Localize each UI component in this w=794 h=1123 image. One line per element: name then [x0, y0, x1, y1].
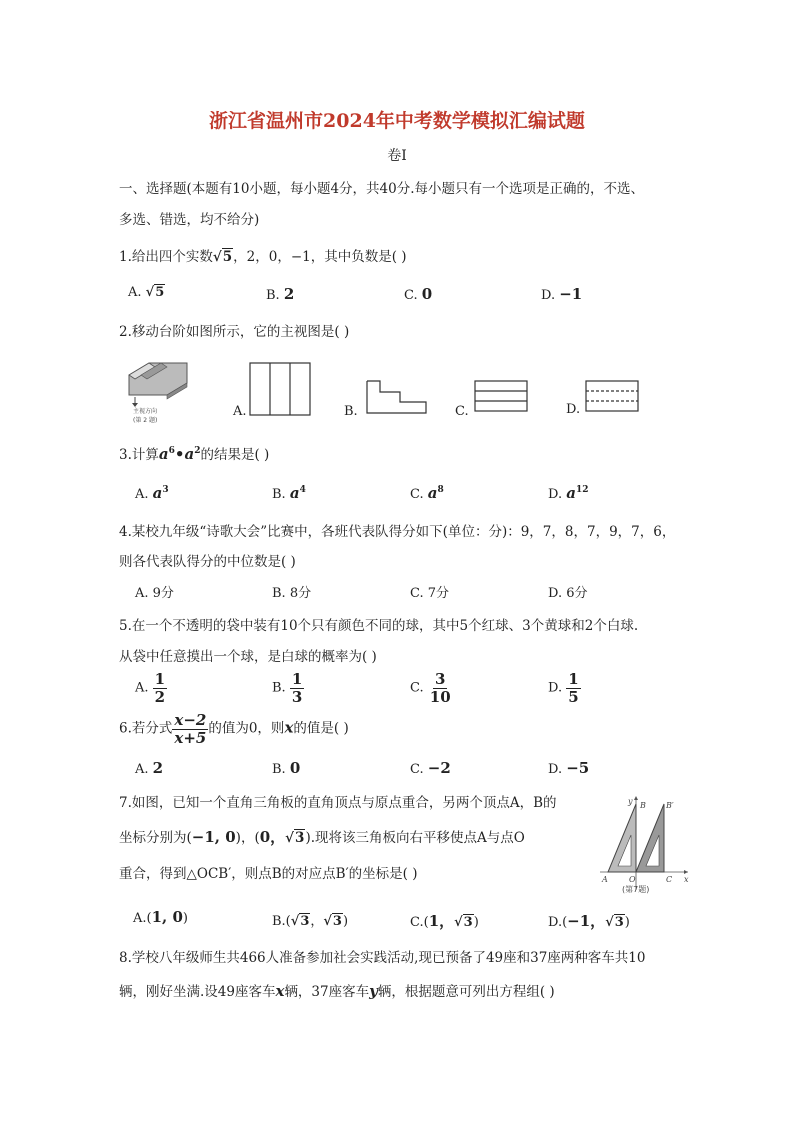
q6-option-d: D. −5 [548, 759, 590, 777]
q5-option-b: B. $\frac{1}{3}$ [272, 670, 303, 706]
q4-option-d: D. 6分 [548, 586, 588, 601]
question-6-stem: 6.若分式 $\frac{x-2}{x+5}$ 的值为0，则x的值是( ) [119, 711, 349, 747]
q7-fig-label-b: B [640, 801, 646, 810]
q2-option-d-label: D. [566, 402, 581, 417]
q7-fig-label-b-prime: B′ [666, 801, 674, 810]
question-7-stem-line1: 7.如图，已知一个直角三角板的直角顶点与原点重合，另两个顶点A，B的 [119, 795, 557, 811]
q2-figure-stairs [119, 353, 197, 425]
q5-option-a: A. $\frac{1}{2}$ [135, 670, 166, 706]
q2-figure-caption: (第 2 题) [133, 417, 158, 424]
page-title: 浙江省温州市2024年中考数学模拟汇编试题 [209, 110, 585, 132]
q7-option-d: D.(−1，√3) [548, 912, 630, 930]
q5-option-d: D. $\frac{1}{5}$ [548, 670, 579, 706]
q2-option-b-label: B. [344, 404, 358, 419]
q2-option-d-figure [585, 380, 639, 412]
q6-option-b: B. 0 [272, 759, 301, 777]
q6-option-a: A. 2 [135, 759, 164, 777]
q2-option-a-figure [249, 362, 311, 416]
question-1-stem [119, 245, 407, 265]
question-3-stem: 3.计算$a^6•a^2$的结果是( ) [119, 445, 270, 463]
q7-figure-caption: (第7题) [622, 885, 650, 894]
q7-fig-label-o: O [629, 875, 636, 884]
q7-fig-label-a: A [602, 875, 608, 884]
q7-option-b: B.(√3，√3) [272, 914, 349, 929]
q3-option-d: D. $a^{12}$ [548, 484, 589, 502]
q7-option-a: A.(1, 0) [133, 908, 188, 926]
q4-option-b: B. 8分 [272, 586, 312, 601]
q7-fig-y-label: y [628, 797, 633, 806]
q1-option-d: D. −1 [541, 285, 583, 303]
q5-option-c: C. $\frac{3}{10}$ [410, 670, 451, 706]
question-5-stem-line1: 5.在一个不透明的袋中装有10个只有颜色不同的球，其中5个红球、3个黄球和2个白球. [119, 618, 639, 634]
q7-fig-x-label: x [684, 875, 689, 884]
question-7-stem-line2: 坐标分别为(−1, 0)，(0，√3).现将该三角板向右平移使点A与点O [119, 828, 525, 846]
q1-prefix: 1.给出四个实数 [119, 249, 213, 265]
q7-figure-triangles [596, 790, 691, 896]
question-5-stem-line2: 从袋中任意摸出一个球，是白球的概率为( ) [119, 649, 377, 665]
q3-option-b: B. $a^4$ [272, 484, 306, 502]
q2-option-a-label: A. [233, 404, 247, 419]
question-4-stem-line2: 则各代表队得分的中位数是( ) [119, 554, 296, 570]
question-4-stem-line1: 4.某校九年级“诗歌大会”比赛中，各班代表队得分如下(单位：分)：9，7，8，7，9，7，6， [119, 524, 676, 540]
q1-option-c: C. 0 [404, 285, 433, 303]
section-instructions-line2: 多选、错选，均不给分) [119, 212, 260, 228]
q4-option-c: C. 7分 [410, 586, 450, 601]
q7-option-c: C.(1，√3) [410, 912, 479, 930]
question-2-stem: 2.移动台阶如图所示，它的主视图是( ) [119, 324, 350, 340]
q3-option-a: A. $a^3$ [135, 484, 169, 502]
volume-label: 卷I [387, 148, 407, 164]
section-instructions-line1: 一、选择题(本题有10小题，每小题4分，共40分.每小题只有一个选项是正确的，不选、 [119, 181, 645, 197]
question-8-stem-line1: 8.学校八年级师生共466人准备参加社会实践活动,现已预备了49座和37座两种客车共10 [119, 950, 646, 966]
q6-option-c: C. −2 [410, 759, 451, 777]
q2-figure-caption-direction: 主视方向 [133, 408, 158, 415]
q3-option-c: C. $a^8$ [410, 484, 444, 502]
question-8-stem-line2: 辆，刚好坐满.设49座客车x辆，37座客车y辆，根据题意可列出方程组( ) [119, 982, 555, 1000]
q1-option-a: A. √5 [128, 285, 165, 300]
q2-option-c-figure [474, 380, 528, 412]
q7-fig-label-c: C [666, 875, 673, 884]
q1-sqrt: √5 [212, 249, 233, 265]
q1-option-b: B. 2 [266, 285, 295, 303]
q1-mid: ，2，0，−1，其中负数是( ) [233, 249, 407, 265]
question-7-stem-line3: 重合，得到△OCB′，则点B的对应点B′的坐标是( ) [119, 866, 418, 882]
q2-option-b-figure [366, 380, 428, 414]
q2-option-c-label: C. [455, 404, 469, 419]
q4-option-a: A. 9分 [135, 586, 174, 601]
